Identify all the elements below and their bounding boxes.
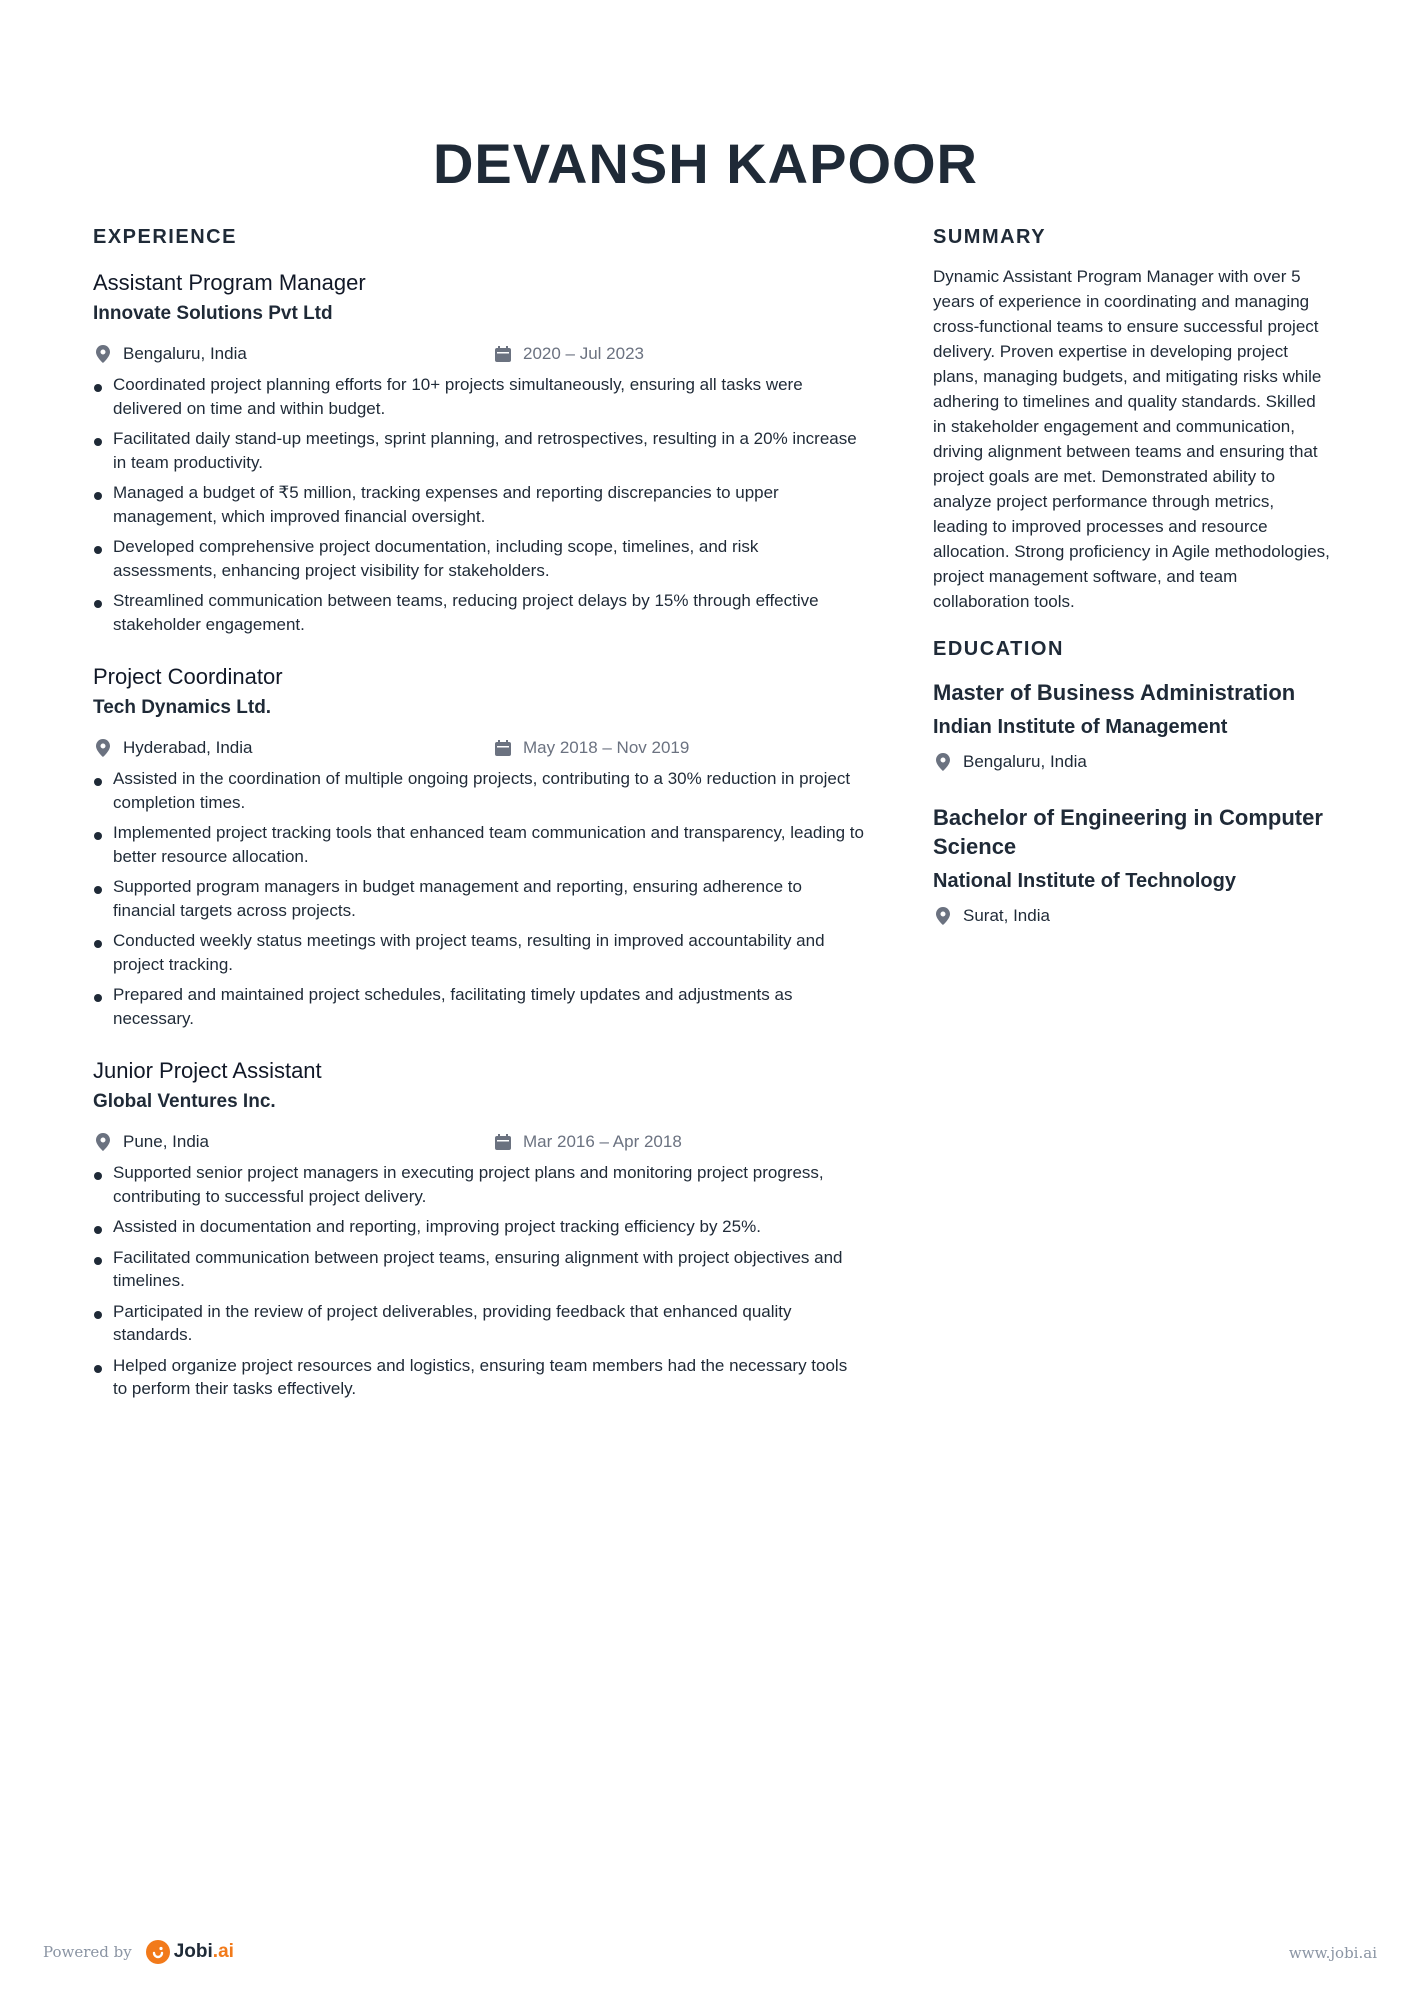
education-entry [933, 678, 1333, 775]
job-title: Project Coordinator [93, 664, 283, 689]
job-bullet: Managed a budget of ₹5 million, tracking expenses and reporting discrepancies to upper management, which improved financial oversight. [93, 481, 865, 528]
brand-logo-link[interactable] [146, 1940, 234, 1964]
education-location-text: Surat, India [963, 906, 1050, 925]
company-name: Global Ventures Inc. [93, 1091, 276, 1112]
job-meta [93, 1128, 865, 1156]
job-location-text: Bengaluru, India [123, 344, 247, 363]
job-entry [93, 662, 865, 1030]
job-bullet: Facilitated daily stand-up meetings, sprint planning, and retrospectives, resulting in a 20% increase in team productivity. [93, 427, 865, 474]
job-location [93, 340, 247, 368]
calendar-icon [493, 344, 513, 364]
brand-logo-icon [146, 1940, 170, 1964]
job-location [93, 1128, 209, 1156]
job-title: Junior Project Assistant [93, 1058, 322, 1083]
education-entry [933, 803, 1333, 929]
job-bullet: Conducted weekly status meetings with project teams, resulting in improved accountability and project tracking. [93, 929, 865, 976]
education-location-text: Bengaluru, India [963, 752, 1087, 771]
job-location [93, 734, 252, 762]
job-dates-text: 2020 – Jul 2023 [523, 344, 644, 363]
job-bullet: Helped organize project resources and logistics, ensuring team members had the necessary tools to perform their tasks effectively. [93, 1354, 865, 1401]
job-title: Assistant Program Manager [93, 270, 366, 295]
page-footer [43, 1936, 1377, 1966]
school-name: Indian Institute of Management [933, 716, 1228, 738]
powered-by-text: Powered by [43, 1943, 132, 1961]
job-bullet: Facilitated communication between project teams, ensuring alignment with project objectives and timelines. [93, 1246, 865, 1293]
powered-by[interactable] [43, 1940, 234, 1964]
brand-name: Jobi [173, 1941, 213, 1962]
summary-text: Dynamic Assistant Program Manager with over 5 years of experience in coordinating and managing cross-functional teams to ensure successful project delivery. Proven expertise in developing project plans, managing budgets, and mitigating risks while adhering to timelines and quality standards. Skilled in stakeholder engagement and communication, driving alignment between teams and ensuring that project goals are met. Demonstrated ability to analyze project performance through metrics, leading to improved processes and resource allocation. Strong proficiency in Agile methodologies, project management software, and team collaboration tools. [933, 267, 1330, 611]
job-bullets [93, 767, 865, 1030]
degree-title: Master of Business Administration [933, 680, 1296, 705]
education-location [933, 903, 1333, 929]
job-bullet: Participated in the review of project deliverables, providing feedback that enhanced quality standards. [93, 1300, 865, 1347]
location-pin-icon [933, 752, 953, 772]
calendar-icon [493, 738, 513, 758]
job-location-text: Hyderabad, India [123, 738, 253, 757]
job-entry [93, 268, 865, 636]
location-pin-icon [933, 906, 953, 926]
job-meta [93, 340, 865, 368]
job-location-text: Pune, India [123, 1132, 210, 1151]
candidate-name: DEVANSH KAPOOR [432, 132, 978, 195]
location-pin-icon [93, 344, 113, 364]
job-bullet: Assisted in the coordination of multiple ongoing projects, contributing to a 30% reduction in project completion times. [93, 767, 865, 814]
location-pin-icon [93, 1132, 113, 1152]
job-bullet: Supported senior project managers in executing project plans and monitoring project progress, contributing to successful project delivery. [93, 1161, 865, 1208]
job-dates-text: May 2018 – Nov 2019 [523, 738, 690, 757]
company-name: Tech Dynamics Ltd. [93, 697, 272, 718]
website-link[interactable]: www.jobi.ai [1288, 1944, 1377, 1962]
job-bullets [93, 1161, 865, 1401]
summary-heading: SUMMARY [933, 226, 1047, 248]
job-bullet: Supported program managers in budget management and reporting, ensuring adherence to financial targets across projects. [93, 875, 865, 922]
job-bullet: Prepared and maintained project schedules, facilitating timely updates and adjustments as necessary. [93, 983, 865, 1030]
brand-suffix: .ai [212, 1941, 234, 1962]
job-dates [493, 734, 689, 762]
sidebar-column [933, 224, 1333, 929]
calendar-icon [493, 1132, 513, 1152]
job-bullet: Streamlined communication between teams, reducing project delays by 15% through effective stakeholder engagement. [93, 589, 865, 636]
experience-column [93, 224, 865, 1408]
job-bullet: Assisted in documentation and reporting, improving project tracking efficiency by 25%. [93, 1215, 865, 1239]
degree-title: Bachelor of Engineering in Computer Science [933, 805, 1323, 859]
job-bullet: Developed comprehensive project documentation, including scope, timelines, and risk assessments, enhancing project visibility for stakeholders. [93, 535, 865, 582]
job-bullet: Implemented project tracking tools that enhanced team communication and transparency, leading to better resource allocation. [93, 821, 865, 868]
job-meta [93, 734, 865, 762]
location-pin-icon [93, 738, 113, 758]
job-entry [93, 1056, 865, 1401]
job-bullets [93, 373, 865, 636]
experience-heading: EXPERIENCE [93, 226, 237, 248]
education-location [933, 749, 1333, 775]
job-bullet: Coordinated project planning efforts for 10+ projects simultaneously, ensuring all tasks were delivered on time and within budget. [93, 373, 865, 420]
company-name: Innovate Solutions Pvt Ltd [93, 303, 333, 324]
education-heading: EDUCATION [933, 638, 1064, 660]
job-dates-text: Mar 2016 – Apr 2018 [523, 1132, 682, 1151]
school-name: National Institute of Technology [933, 870, 1236, 892]
job-dates [493, 340, 644, 368]
job-dates [493, 1128, 682, 1156]
